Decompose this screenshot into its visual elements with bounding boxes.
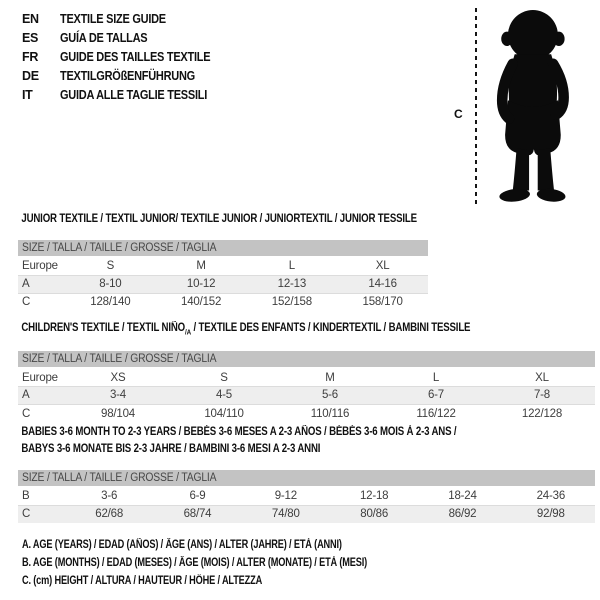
- row-label-cell: Europe: [22, 371, 58, 384]
- table-row: [18, 275, 428, 293]
- size-value-cell: XL: [375, 260, 390, 273]
- size-value-cell: 86/92: [448, 508, 477, 521]
- table-title: JUNIOR TEXTILE / TEXTIL JUNIOR/ TEXTILE JUNIOR / JUNIORTEXTIL / JUNIOR TESSILE: [21, 213, 417, 225]
- size-value-cell: 6-7: [427, 389, 445, 402]
- size-table: [18, 240, 428, 311]
- size-value-cell: 116/122: [416, 407, 456, 420]
- size-value-cell: 158/170: [362, 296, 403, 309]
- table-title-subscript: /A: [185, 327, 191, 337]
- size-value-cell: 74/80: [271, 508, 300, 521]
- language-label: GUÍA DE TALLAS: [60, 30, 148, 45]
- table-title-wrap: [18, 424, 595, 457]
- size-value-cell: 5-6: [321, 389, 339, 402]
- table-title: [18, 320, 503, 340]
- language-row: [22, 66, 231, 85]
- language-label: GUIDE DES TAILLES TEXTILE: [60, 49, 211, 64]
- size-value-cell: XL: [535, 371, 549, 384]
- row-label-cell: C: [22, 508, 31, 521]
- language-code: IT: [22, 87, 33, 102]
- size-value-cell: L: [432, 371, 440, 384]
- size-value-cell: 104/110: [204, 407, 244, 420]
- row-label-cell: C: [22, 296, 31, 309]
- size-value-cell: 92/98: [536, 508, 565, 521]
- size-value-cell: 24-36: [536, 490, 566, 503]
- baby-silhouette-icon: [483, 6, 579, 208]
- size-table: [18, 351, 595, 422]
- size-value-cell: 98/104: [101, 407, 135, 420]
- size-value-cell: 152/158: [271, 296, 312, 309]
- children-table-section: [18, 320, 595, 422]
- table-title-main: CHILDREN'S TEXTILE / TEXTIL NIÑO: [21, 322, 186, 334]
- table-row: [18, 257, 428, 275]
- size-header-bar: [18, 351, 595, 368]
- size-value-cell: 122/128: [521, 407, 563, 420]
- size-value-cell: L: [288, 260, 295, 273]
- table-row: [18, 505, 595, 523]
- language-code: DE: [22, 68, 39, 83]
- language-code: EN: [22, 11, 39, 26]
- footnote-line-c: C. (cm) HEIGHT / ALTURA / HAUTEUR / HÖHE / ALTEZZA: [22, 575, 263, 587]
- size-table: [18, 470, 595, 523]
- size-value-cell: S: [220, 371, 228, 384]
- junior-table-section: [18, 211, 428, 311]
- table-row: [18, 293, 428, 311]
- height-measure-line: [475, 8, 477, 207]
- size-value-cell: 62/68: [95, 508, 124, 521]
- size-value-cell: 10-12: [186, 278, 216, 290]
- size-value-cell: 14-16: [368, 278, 397, 290]
- size-value-cell: 68/74: [183, 508, 212, 521]
- footnotes: [22, 536, 453, 590]
- size-value-cell: 140/152: [181, 296, 222, 309]
- size-value-cell: 110/116: [310, 407, 350, 420]
- row-label-cell: B: [22, 490, 30, 503]
- size-header-label: SIZE / TALLA / TAILLE / GRÖSSE / TAGLIA: [22, 242, 217, 254]
- size-header-label: SIZE / TALLA / TAILLE / GRÖSSE / TAGLIA: [22, 472, 217, 484]
- footnote-line-a: A. AGE (YEARS) / EDAD (AÑOS) / ÂGE (ANS) / ALTER (JAHRE) / ETÀ (ANNI): [22, 539, 342, 551]
- table-title-line2: BABYS 3-6 MONATE BIS 2-3 JAHRE / BAMBINI 3-6 MESI A 2-3 ANNI: [21, 443, 321, 455]
- size-value-cell: 3-4: [109, 389, 127, 402]
- table-row: [18, 386, 595, 404]
- size-value-cell: S: [106, 260, 115, 273]
- language-row: [22, 47, 231, 66]
- size-value-cell: 80/86: [360, 508, 389, 521]
- size-header-label: SIZE / TALLA / TAILLE / GRÖSSE / TAGLIA: [22, 353, 217, 366]
- size-value-cell: 12-18: [359, 490, 389, 503]
- table-row: [18, 368, 595, 386]
- size-value-cell: 7-8: [533, 389, 551, 402]
- row-label-cell: Europe: [22, 260, 58, 273]
- language-code: FR: [22, 49, 39, 64]
- row-label-cell: A: [22, 389, 30, 402]
- language-label: GUIDA ALLE TAGLIE TESSILI: [60, 87, 208, 102]
- size-header-bar: [18, 470, 595, 487]
- size-value-cell: M: [325, 371, 335, 384]
- size-value-cell: M: [196, 260, 206, 273]
- size-value-cell: 3-6: [101, 490, 118, 503]
- size-value-cell: 9-12: [274, 490, 297, 503]
- size-header-bar: [18, 240, 428, 257]
- size-value-cell: 128/140: [90, 296, 131, 309]
- size-value-cell: 4-5: [215, 389, 233, 402]
- size-value-cell: 6-9: [189, 490, 206, 503]
- language-row: [22, 28, 231, 47]
- babies-table-section: [18, 424, 595, 523]
- row-label-cell: C: [22, 407, 31, 420]
- language-label: TEXTILGRÖßENFÜHRUNG: [60, 68, 195, 83]
- size-value-cell: 12-13: [277, 278, 307, 290]
- table-title-line1: BABIES 3-6 MONTH TO 2-3 YEARS / BEBÉS 3-6 MESES A 2-3 AÑOS / BÉBÉS 3-6 MOIS À 2-3 ANS /: [21, 426, 457, 438]
- language-label: TEXTILE SIZE GUIDE: [60, 11, 166, 26]
- language-row: [22, 9, 231, 28]
- size-value-cell: 18-24: [448, 490, 477, 503]
- language-code: ES: [22, 30, 39, 45]
- table-row: [18, 487, 595, 505]
- table-row: [18, 404, 595, 422]
- language-row: [22, 85, 231, 104]
- language-title-list: [22, 9, 231, 104]
- height-measure-label: C: [454, 107, 463, 121]
- size-value-cell: XS: [110, 371, 126, 384]
- size-value-cell: 8-10: [99, 278, 122, 290]
- table-title-rest: / TEXTILE DES ENFANTS / KINDERTEXTIL / BAMBINI TESSILE: [190, 322, 471, 334]
- row-label-cell: A: [22, 278, 30, 290]
- footnote-line-b: B. AGE (MONTHS) / EDAD (MESES) / ÂGE (MOIS) / ALTER (MONATE) / ETÀ (MESI): [22, 557, 368, 569]
